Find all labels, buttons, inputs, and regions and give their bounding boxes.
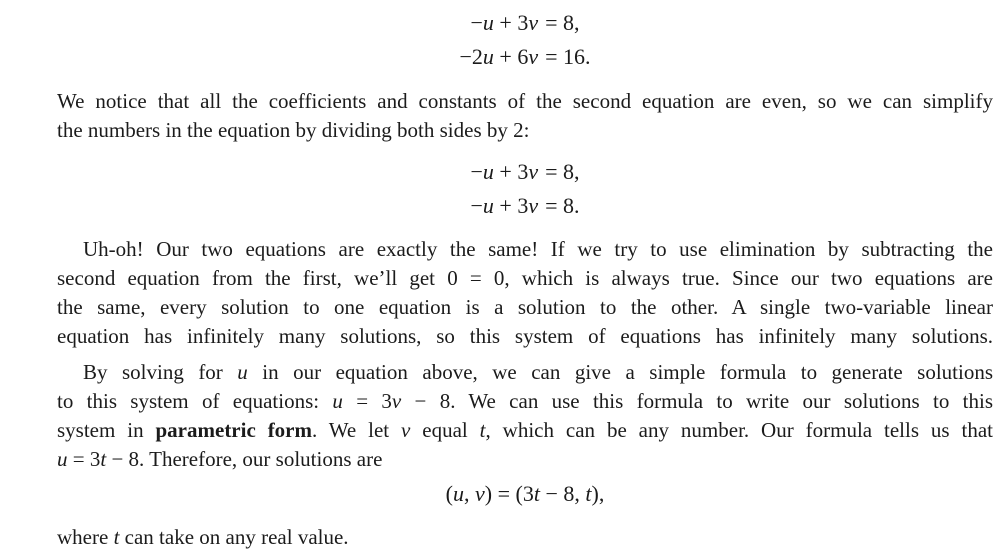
equation-rhs: = 8, — [545, 159, 580, 184]
equation-rhs: = 8, — [545, 10, 580, 35]
equation-system-simplified — [470, 155, 579, 223]
text-line: system in parametric form. We let v equal t, which can be any number. Our formula tells us that — [57, 418, 993, 442]
text-line: the numbers in the equation by dividing both sides by 2: — [57, 118, 530, 142]
equation-row — [459, 6, 590, 40]
text-line: We notice that all the coefficients and constants of the second equation are even, so we can simplify — [57, 89, 993, 113]
equation-lhs: −u + 3v — [470, 10, 539, 35]
equation-lhs: −2u + 6v — [459, 44, 539, 69]
text-line: u = 3t − 8. Therefore, our solutions are — [57, 447, 383, 471]
equation-rhs: = 16. — [545, 44, 591, 69]
paragraph-uh-oh — [57, 235, 993, 351]
equation-system-original — [459, 6, 590, 74]
equation-row — [470, 189, 579, 223]
paragraph-simplify-note — [57, 87, 993, 145]
equation-lhs: −u + 3v — [470, 159, 539, 184]
equation-rhs: = 8. — [545, 193, 580, 218]
equation-row — [470, 155, 579, 189]
text-line: to this system of equations: u = 3v − 8. We can use this formula to write our solutions to this — [57, 389, 993, 413]
text-line: the same, every solution to one equation is a solution to the other. A single two-variable linear — [57, 295, 993, 319]
equation-row — [459, 40, 590, 74]
text-line: Uh-oh! Our two equations are exactly the same! If we try to use elimination by subtracting the — [83, 237, 993, 261]
text-line: second equation from the first, we’ll get 0 = 0, which is always true. Since our two equations are — [57, 266, 993, 290]
closing-line — [57, 523, 993, 552]
paragraph-by-solving — [57, 358, 993, 474]
equation-lhs: −u + 3v — [470, 193, 539, 218]
text-line: By solving for u in our equation above, we can give a simple formula to generate solutions — [83, 360, 993, 384]
equation-parametric-solution: (u, v) = (3t − 8, t), — [445, 481, 605, 506]
text-line: equation has infinitely many solutions, so this system of equations has infinitely many solutions. — [57, 324, 993, 348]
text-line: where t can take on any real value. — [57, 525, 349, 549]
